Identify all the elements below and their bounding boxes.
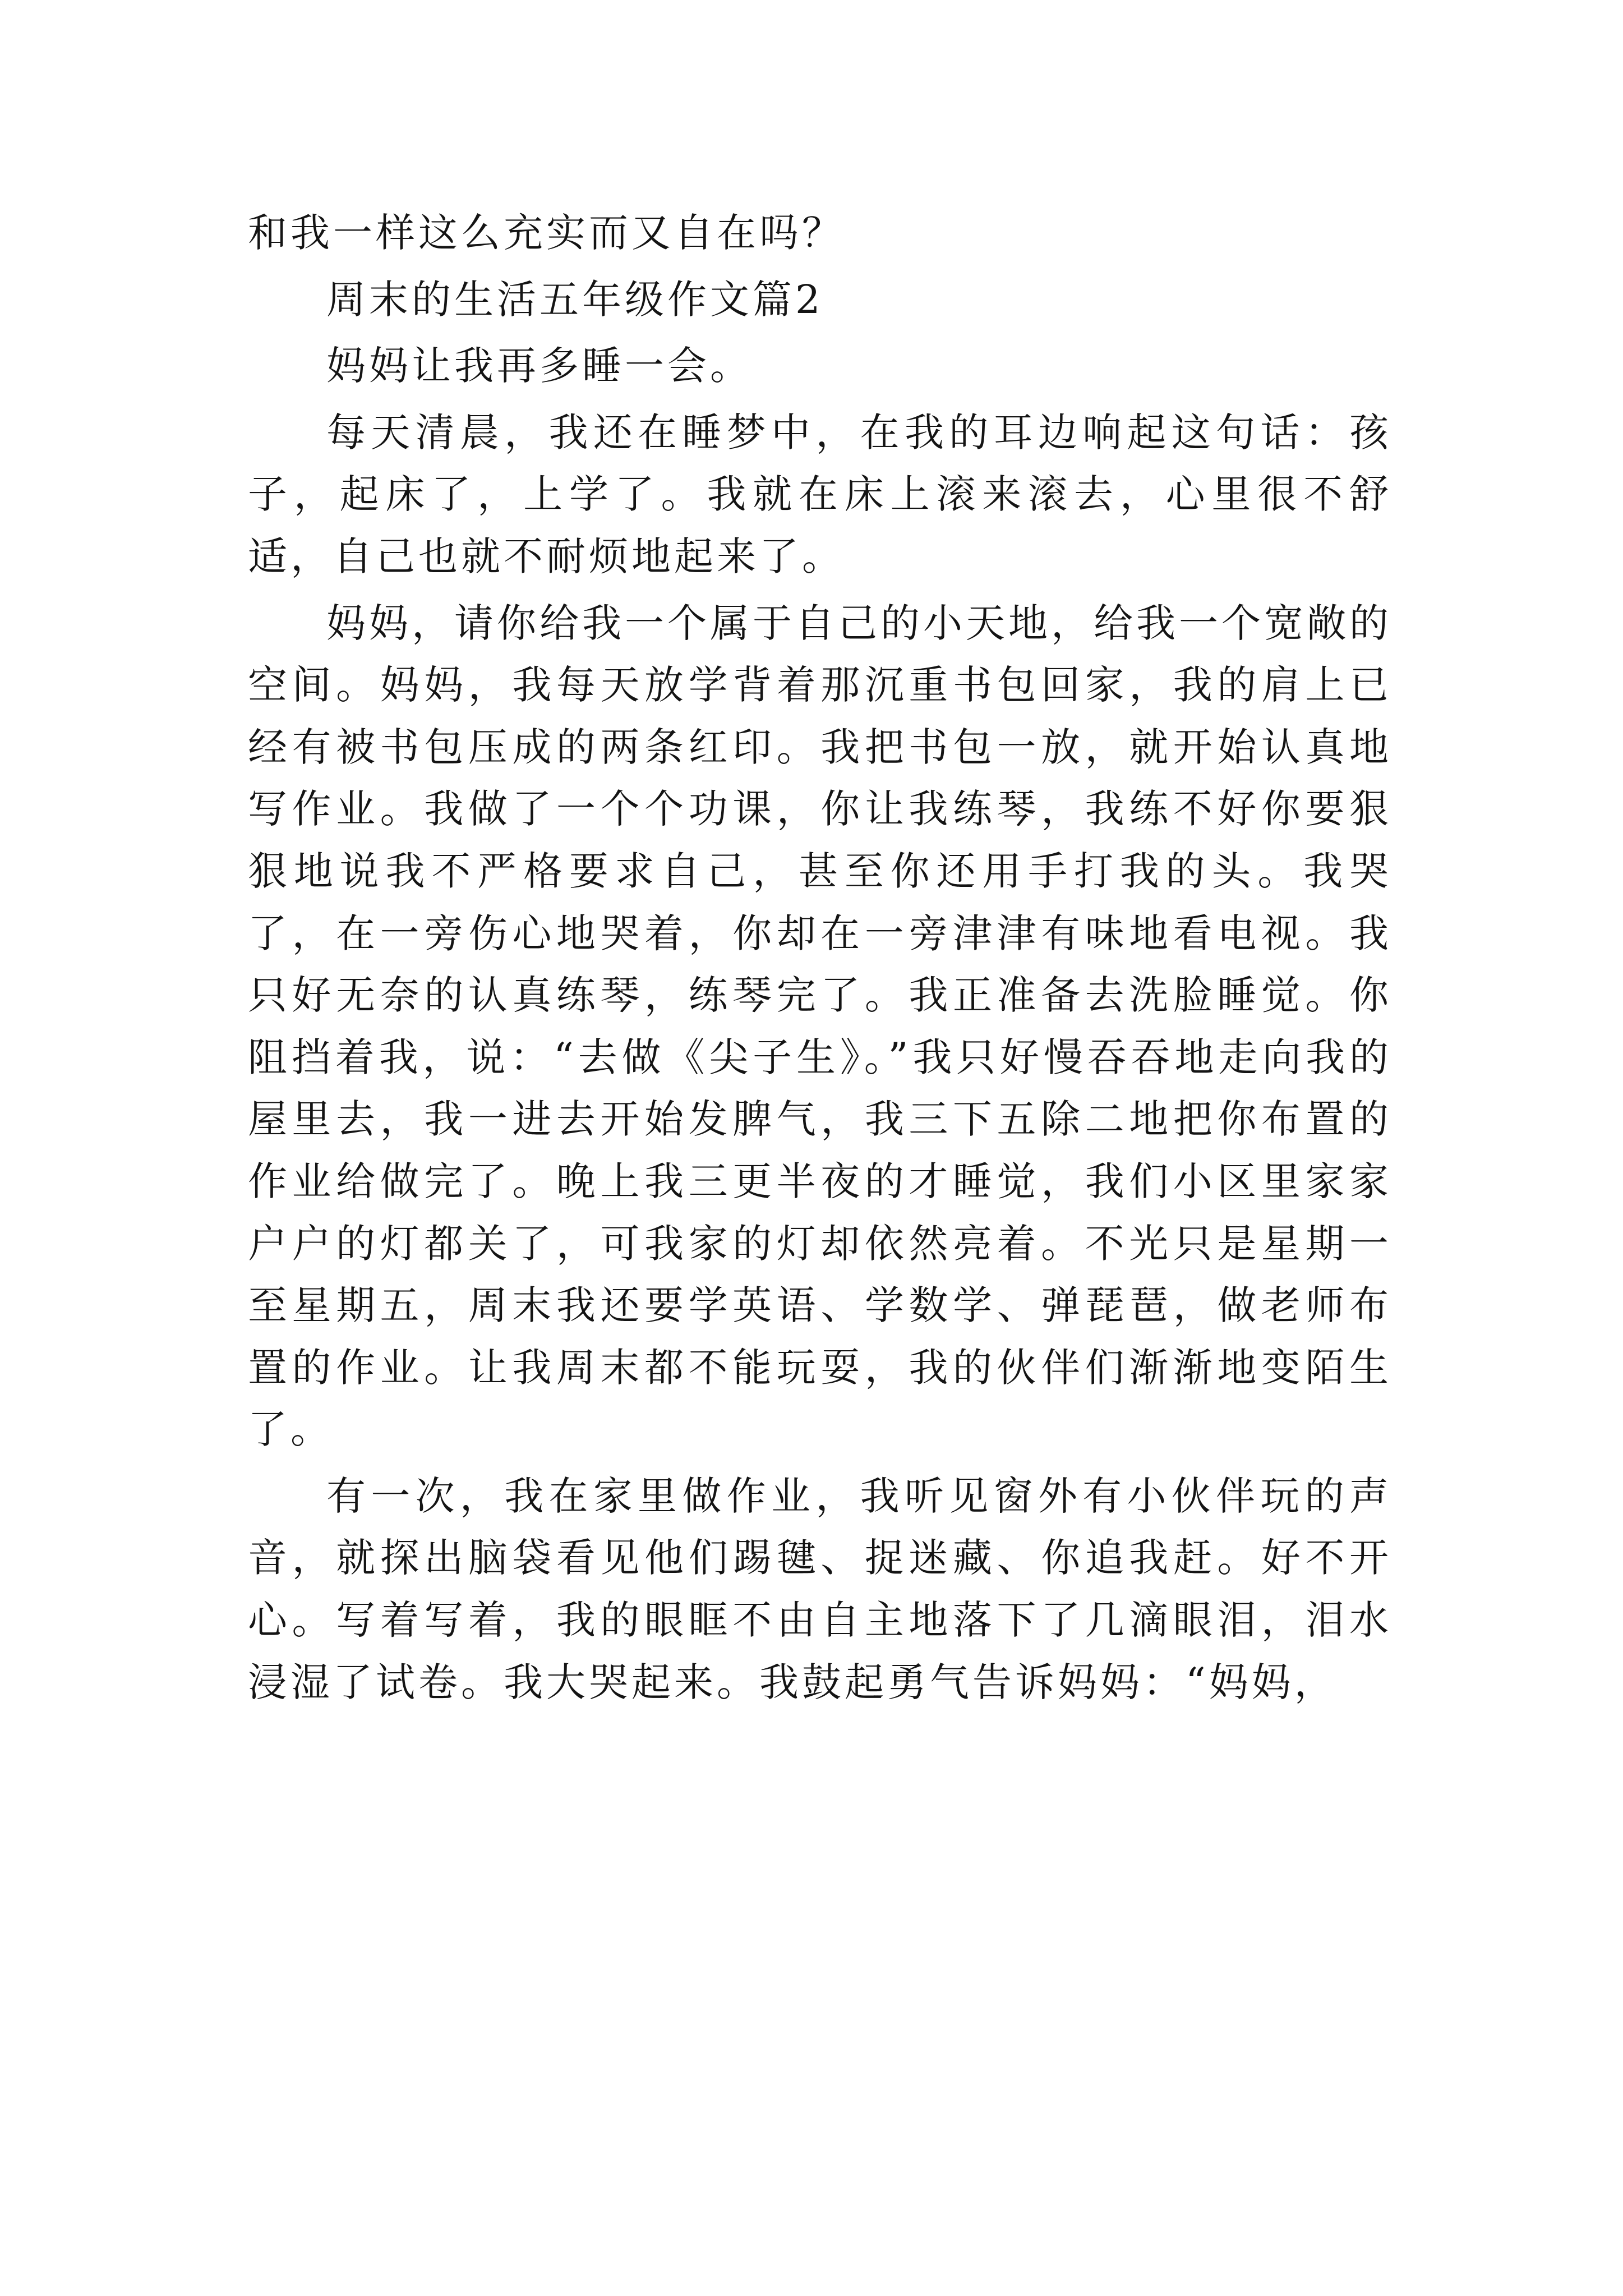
paragraph-homework: 妈妈，请你给我一个属于自己的小天地，给我一个宽敞的空间。妈妈，我每天放学背着那沉重书包回家，我的肩上已经有被书包压成的两条红印。我把书包一放，就开始认真地写作业。我做了一个个功课，你让我练琴，我练不好你要狠狠地说我不严格要求自己，甚至你还用手打我的头。我哭了，在一旁伤心地哭着，你却在一旁津津有味地看电视。我只好无奈的认真练琴，练琴完了。我正准备去洗脸睡觉。你阻挡着我，说：“去做《尖子生》。”我只好慢吞吞地走向我的屋里去，我一进去开始发脾气，我三下五除二地把你布置的作业给做完了。晚上我三更半夜的才睡觉，我们小区里家家户户的灯都关了，可我家的灯却依然亮着。不光只是星期一至星期五，周末我还要学英语、学数学、弹琵琶，做老师布置的作业。让我周末都不能玩耍，我的伙伴们渐渐地变陌生了。 [248,600,1392,1453]
paragraph-intro: 妈妈让我再多睡一会。 [326,343,753,389]
paragraph-morning: 每天清晨，我还在睡梦中，在我的耳边响起这句话：孩子，起床了，上学了。我就在床上滚来滚去，心里很不舒适，自己也就不耐烦地起来了。 [248,409,1392,579]
section-heading: 周末的生活五年级作文篇2 [326,276,824,323]
paragraph-continuation: 和我一样这么充实而又自在吗？ [248,210,845,256]
article-body [248,202,1392,1718]
paragraph-window: 有一次，我在家里做作业，我听见窗外有小伙伴玩的声音，就探出脑袋看见他们踢毽、捉迷藏、你追我赶。好不开心。写着写着，我的眼眶不由自主地落下了几滴眼泪，泪水浸湿了试卷。我大哭起来。我鼓起勇气告诉妈妈：“妈妈， [248,1473,1392,1705]
